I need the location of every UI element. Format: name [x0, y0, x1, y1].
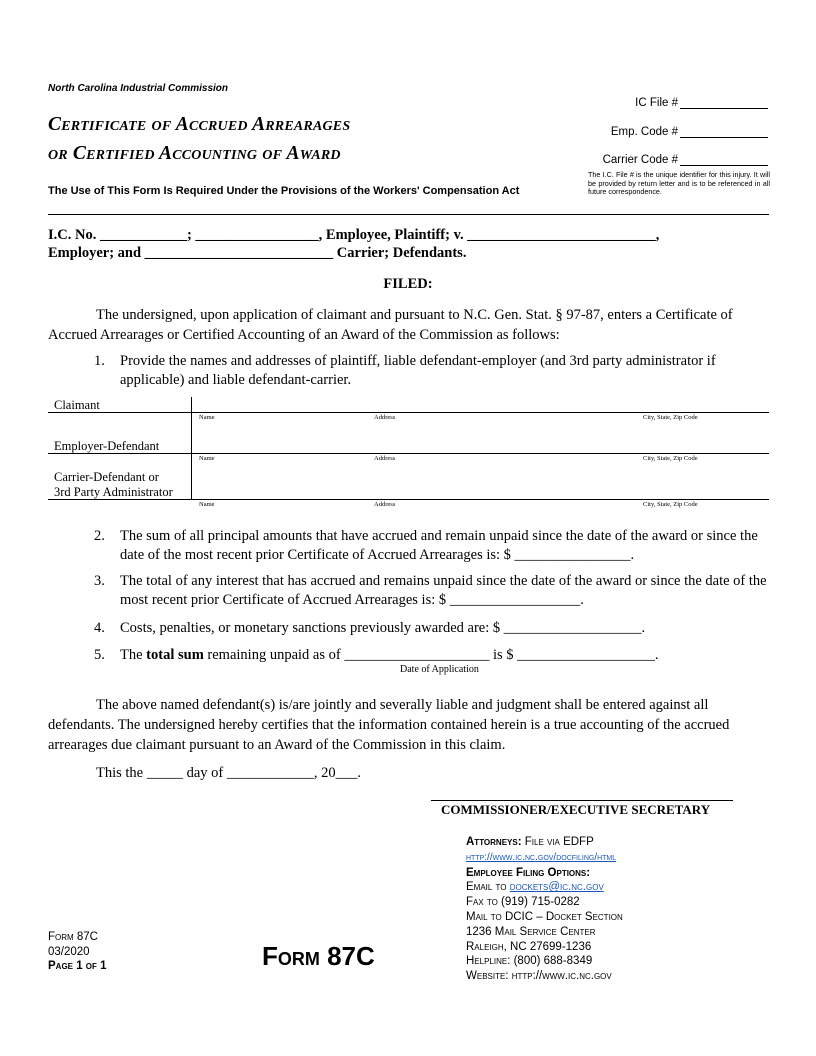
item-4-number: 4.	[94, 620, 105, 636]
table-divider	[191, 397, 192, 500]
employer-address-sub: Address	[374, 455, 396, 462]
emp-code-field[interactable]	[611, 125, 768, 138]
filed-heading: FILED:	[383, 276, 433, 292]
case-caption-line2: Employer; and __________________________ Carrier; Defendants.	[48, 245, 467, 261]
row-label-claimant: Claimant	[54, 398, 100, 412]
carrier-name-sub: Name	[199, 501, 215, 508]
item-1-number: 1.	[94, 353, 105, 369]
footer-page	[48, 959, 107, 974]
item-4	[94, 619, 768, 638]
row-label-carrier-1: Carrier-Defendant or	[54, 470, 159, 484]
item-5	[94, 646, 768, 665]
item-2-text: The sum of all principal amounts that have accrued and remain unpaid since the date of the award or since the date of the most recent prior Certificate of Accrued Arrearages is: $ ________________.	[120, 528, 758, 563]
attorneys-label: Attorneys:	[466, 836, 522, 848]
employee-filing-label: Employee Filing Options:	[466, 866, 591, 879]
ic-file-field[interactable]	[635, 96, 768, 109]
helpline-line: Helpline: (800) 688-8349	[466, 955, 593, 968]
agency-name: North Carolina Industrial Commission	[48, 83, 229, 94]
case-caption-line1: I.C. No. ____________; _________________, Employee, Plaintiff; v. __________________________,	[48, 227, 660, 243]
mail-line-3: Raleigh, NC 27699-1236	[466, 940, 592, 953]
table-line-claimant	[48, 412, 769, 413]
footer-form-id: Form 87C	[48, 931, 98, 943]
intro-paragraph: The undersigned, upon application of claimant and pursuant to N.C. Gen. Stat. § 97-87, enters a Certificate of Accrued Arrearages or Certified Accounting of an Award of the Commission as follows:	[48, 307, 733, 343]
page-number: 1	[76, 960, 83, 972]
mail-line-2: 1236 Mail Service Center	[466, 925, 596, 938]
emp-code-blank[interactable]	[680, 125, 768, 138]
fax-line: Fax to (919) 715-0282	[466, 896, 580, 909]
item-5-prefix: The	[120, 647, 147, 663]
employer-name-sub: Name	[199, 455, 215, 462]
docfiling-link[interactable]: http://www.ic.nc.gov/docfiling/html	[466, 851, 617, 863]
signature-title: COMMISSIONER/EXECUTIVE SECRETARY	[441, 802, 711, 817]
item-5-total-sum: total sum	[146, 647, 204, 663]
item-1	[94, 352, 768, 390]
footer-date: 03/2020	[48, 945, 90, 958]
use-requirement-note: The Use of This Form Is Required Under the Provisions of the Workers' Compensation Act	[48, 185, 520, 197]
claimant-city-sub: City, State, Zip Code	[643, 414, 698, 421]
carrier-address-sub: Address	[374, 501, 396, 508]
ic-file-label: IC File #	[635, 97, 678, 109]
row-label-carrier-2: 3rd Party Administrator	[54, 485, 173, 499]
email-link[interactable]: dockets@ic.nc.gov	[509, 881, 604, 894]
item-2-number: 2.	[94, 528, 105, 544]
ic-file-blank[interactable]	[680, 96, 768, 109]
page-mid: of	[82, 960, 101, 972]
carrier-city-sub: City, State, Zip Code	[643, 501, 698, 508]
item-5-text	[120, 646, 768, 665]
claimant-name-sub: Name	[199, 414, 215, 421]
form-title-line2: or Certified Accounting of Award	[48, 143, 341, 164]
item-2	[94, 527, 768, 565]
row-label-employer: Employer-Defendant	[54, 439, 160, 453]
carrier-code-label: Carrier Code #	[602, 154, 678, 166]
item-3-number: 3.	[94, 573, 105, 589]
date-of-application-label: Date of Application	[400, 664, 479, 675]
form-number-large: Form 87C	[262, 941, 375, 971]
carrier-code-field[interactable]	[603, 153, 768, 166]
contact-block	[466, 835, 623, 984]
item-3	[94, 572, 768, 610]
page-prefix: Page	[48, 960, 77, 972]
liability-paragraph: The above named defendant(s) is/are jointly and severally liable and judgment shall be entered against all defendants. The undersigned hereby certifies that the information contained herein is a true accounting of the accrued arrearages due claimant pursuant to an Award of the Commission in this claim.	[48, 697, 730, 753]
item-5-number: 5.	[94, 647, 105, 663]
item-1-text: Provide the names and addresses of plaintiff, liable defendant-employer (and 3rd party administrator if applicable) and liable defendant-carrier.	[120, 353, 716, 388]
item-4-text: Costs, penalties, or monetary sanctions previously awarded are: $ ___________________.	[120, 620, 646, 636]
signature-line[interactable]	[431, 800, 733, 801]
ic-file-note: The I.C. File # is the unique identifier for this injury. It will be provided by return letter and is to be referenced in all future correspondence.	[588, 170, 770, 197]
item-3-text: The total of any interest that has accrued and remains unpaid since the date of the award or since the date of the most recent prior Certificate of Accrued Arrearages is: $ __________________.	[120, 573, 767, 608]
email-prefix: Email to	[466, 881, 510, 894]
emp-code-label: Emp. Code #	[610, 126, 678, 138]
form-title-line1: Certificate of Accrued Arrearages	[48, 114, 351, 135]
website-line: Website: http://www.ic.nc.gov	[466, 970, 612, 983]
page-total: 1	[100, 960, 107, 972]
footer-block	[48, 930, 107, 974]
attorneys-value: File via EDFP	[521, 836, 594, 848]
carrier-code-blank[interactable]	[680, 153, 768, 166]
item-5-suffix: remaining unpaid as of ____________________ is $ ___________________.	[203, 647, 659, 663]
mail-line-1: Mail to DCIC – Docket Section	[466, 910, 623, 923]
claimant-address-sub: Address	[374, 414, 396, 421]
date-line: This the _____ day of ____________, 20___.	[96, 765, 362, 781]
employer-city-sub: City, State, Zip Code	[643, 455, 698, 462]
header-divider	[48, 214, 769, 215]
